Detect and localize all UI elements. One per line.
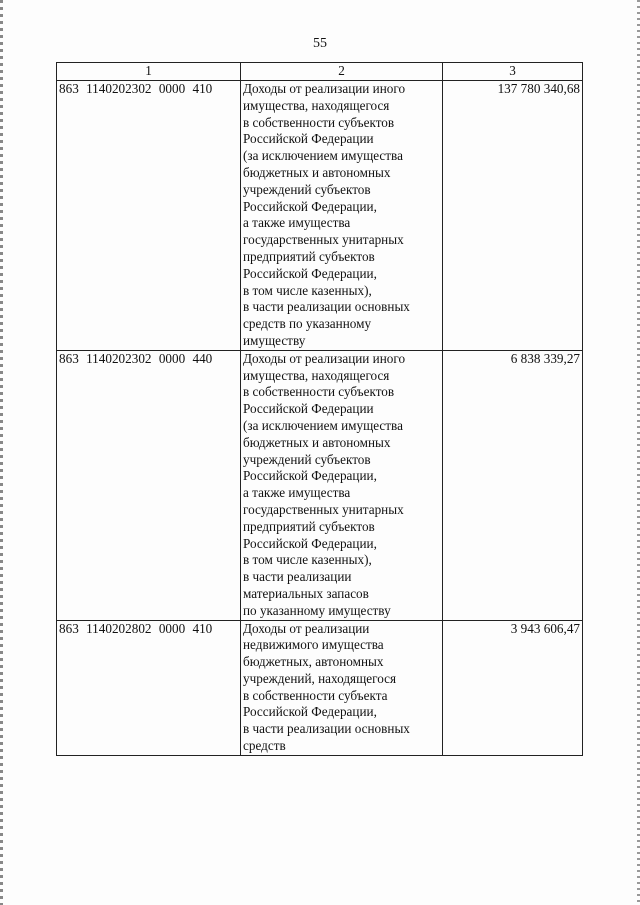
description-line: Российской Федерации, <box>243 535 377 551</box>
column-header-2: 2 <box>241 63 443 81</box>
description-line: а также имущества <box>243 485 351 501</box>
amount-cell: 137 780 340,68 <box>443 81 583 351</box>
table-header-row <box>57 63 583 81</box>
description-line: в собственности субъекта <box>243 687 388 703</box>
description-line: государственных унитарных <box>243 501 404 517</box>
description-line: в части реализации основных <box>243 299 410 315</box>
revenue-code-cell: 863 1140202802 0000 410 <box>57 620 241 755</box>
description-line: Доходы от реализации иного <box>243 350 406 366</box>
description-line: средств <box>243 738 286 754</box>
description-line: Российской Федерации <box>243 131 374 147</box>
column-header-3: 3 <box>443 63 583 81</box>
description-line: бюджетных и автономных <box>243 434 391 450</box>
description-line: учреждений субъектов <box>243 451 371 467</box>
table-row <box>57 81 583 351</box>
column-header-1: 1 <box>57 63 241 81</box>
revenue-code-cell: 863 1140202302 0000 410 <box>57 81 241 351</box>
revenue-code-cell: 863 1140202302 0000 440 <box>57 350 241 620</box>
description-line: государственных унитарных <box>243 232 404 248</box>
description-line: в том числе казенных), <box>243 282 372 298</box>
description-line: учреждений, находящегося <box>243 670 397 686</box>
amount-cell: 3 943 606,47 <box>443 620 583 755</box>
description-line: в собственности субъектов <box>243 384 395 400</box>
description-line: (за исключением имущества <box>243 417 403 433</box>
revenue-description-cell <box>241 350 443 620</box>
description-line: в том числе казенных), <box>243 552 372 568</box>
description-line: по указанному имуществу <box>243 602 391 618</box>
description-line: бюджетных и автономных <box>243 164 391 180</box>
page-number: 55 <box>313 36 327 51</box>
description-line: Российской Федерации, <box>243 198 377 214</box>
description-line: в собственности субъектов <box>243 114 395 130</box>
revenue-table <box>56 62 583 756</box>
description-line: средств по указанному <box>243 316 372 332</box>
description-line: предприятий субъектов <box>243 248 375 264</box>
scan-edge-left <box>0 0 3 905</box>
description-line: Доходы от реализации <box>243 620 370 636</box>
description-line: материальных запасов <box>243 585 369 601</box>
description-line: в части реализации <box>243 569 352 585</box>
revenue-description-cell <box>241 620 443 755</box>
description-line: (за исключением имущества <box>243 148 403 164</box>
description-line: предприятий субъектов <box>243 518 375 534</box>
description-line: учреждений субъектов <box>243 181 371 197</box>
description-line: а также имущества <box>243 215 351 231</box>
revenue-description-cell <box>241 81 443 351</box>
description-line: в части реализации основных <box>243 721 410 737</box>
description-line: Российской Федерации, <box>243 704 377 720</box>
table-row <box>57 620 583 755</box>
description-line: Российской Федерации <box>243 401 374 417</box>
description-line: недвижимого имущества <box>243 637 384 653</box>
amount-cell: 6 838 339,27 <box>443 350 583 620</box>
description-line: Российской Федерации, <box>243 468 377 484</box>
description-line: бюджетных, автономных <box>243 654 384 670</box>
description-line: Доходы от реализации иного <box>243 81 406 96</box>
description-line: имуществу <box>243 332 306 348</box>
description-line: имущества, находящегося <box>243 97 390 113</box>
description-line: имущества, находящегося <box>243 367 390 383</box>
description-line: Российской Федерации, <box>243 265 377 281</box>
table-row <box>57 350 583 620</box>
